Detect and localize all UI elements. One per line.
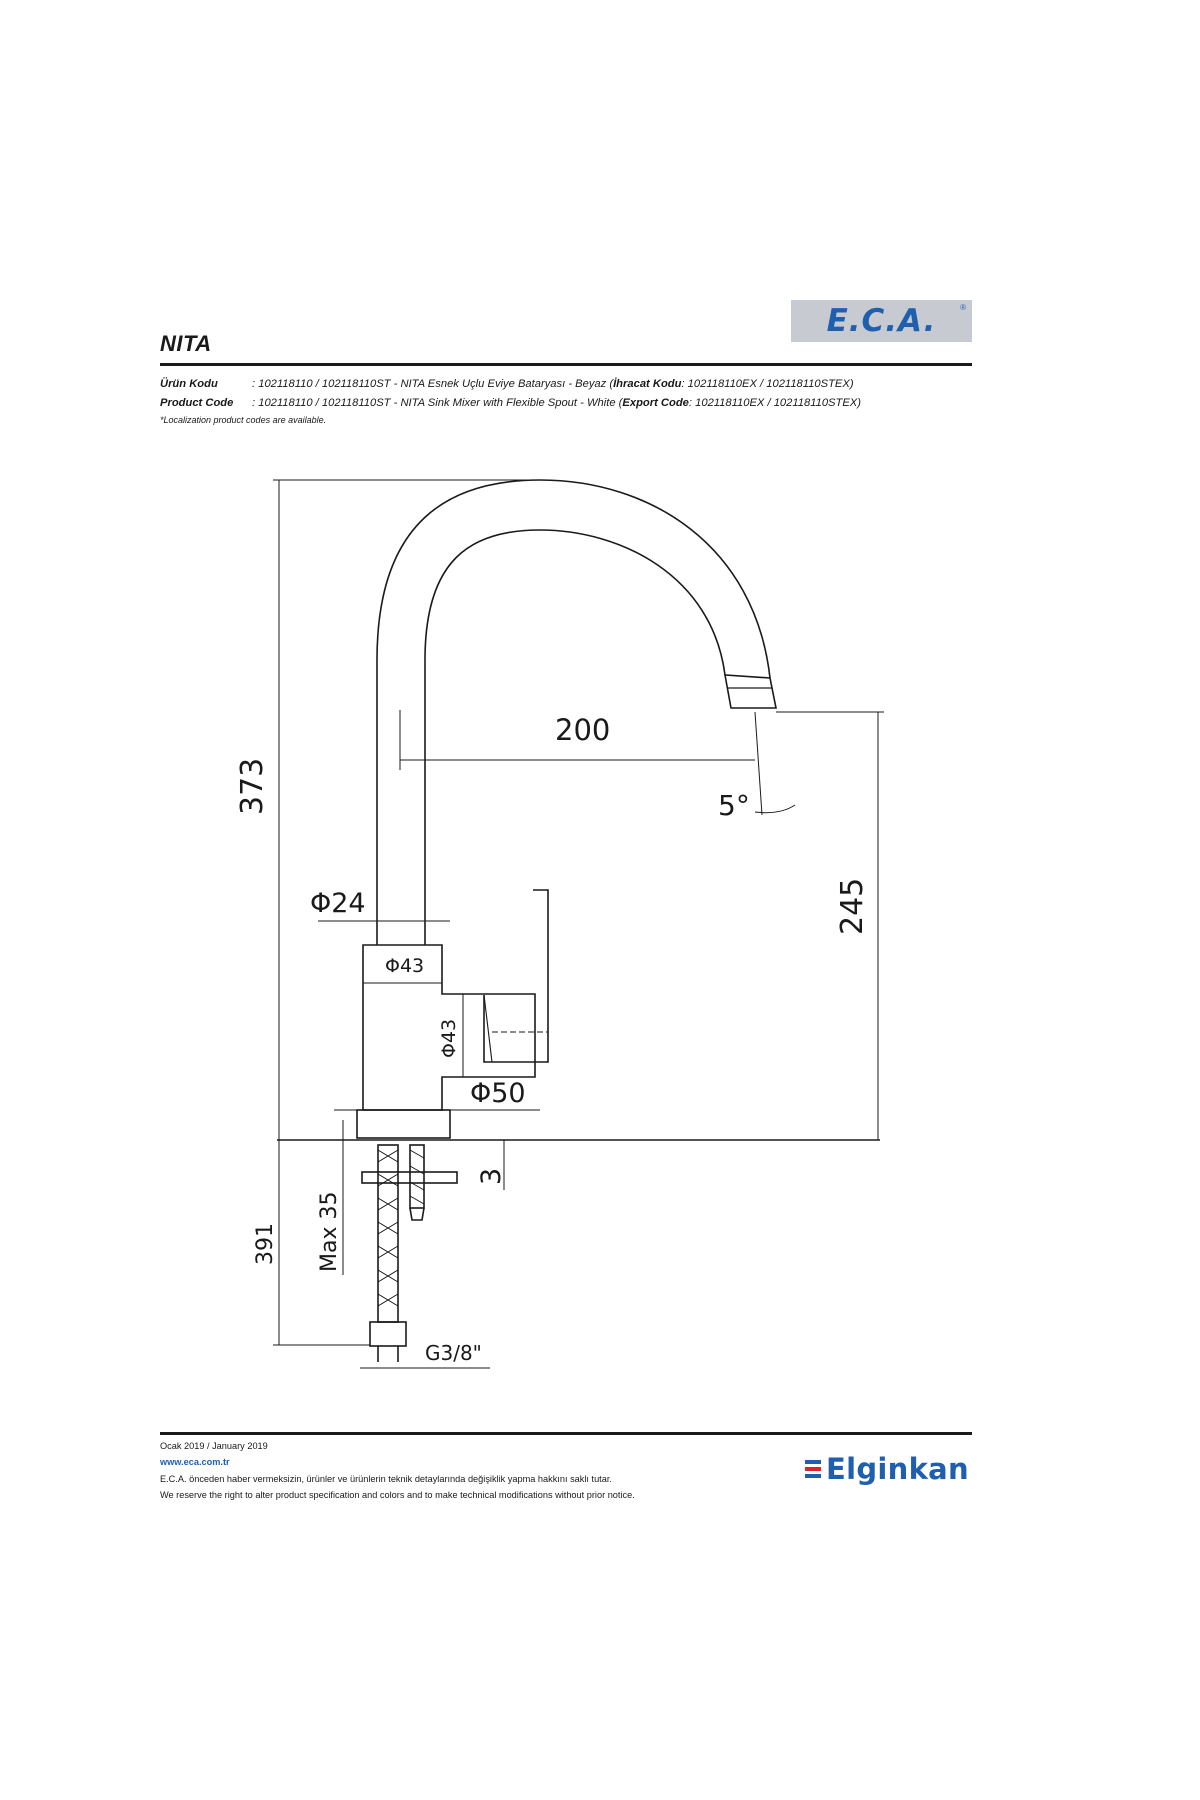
nozzle-tip (725, 675, 776, 708)
lever-handle (484, 890, 548, 1062)
dim-spout-height: 245 (835, 877, 870, 935)
dim-body-diameter-side: Φ43 (438, 1018, 460, 1058)
urun-kodu-key: Ürün Kodu (160, 378, 218, 390)
dim-spout-reach: 200 (555, 713, 611, 747)
elginkan-logo-text: Elginkan (826, 1452, 969, 1486)
elginkan-logo (805, 1452, 969, 1486)
elginkan-bars-icon (805, 1460, 821, 1478)
dim-base-diameter: Φ50 (470, 1078, 526, 1109)
dim-total-height: 373 (235, 757, 270, 815)
export-code-key: Export Code (622, 397, 689, 409)
dim-base-thickness: 3 (476, 1167, 507, 1185)
product-title: NITA (160, 331, 212, 356)
eca-logo-text: E.C.A. (826, 303, 937, 339)
ihracat-kodu-value: : 102118110EX / 102118110STEX) (681, 378, 854, 390)
dim-hose-length: 391 (253, 1223, 278, 1265)
product-code-value: : 102118110 / 102118110ST - NITA Sink Mixer with Flexible Spout - White ( (252, 397, 623, 409)
lever-detail (484, 995, 492, 1062)
footer-notice-tr: E.C.A. önceden haber vermeksizin, ürünler ve ürünlerin teknik detaylarında değişiklik yapma hakkını saklı tutar. (160, 1474, 612, 1484)
product-code-key: Product Code (160, 397, 234, 409)
export-code-value: : 102118110EX / 102118110STEX) (688, 397, 861, 409)
localization-note: *Localization product codes are available. (160, 415, 327, 425)
dim-connection: G3/8" (425, 1341, 482, 1365)
urun-kodu-value: : 102118110 / 102118110ST - NITA Esnek Uçlu Eviye Bataryası - Beyaz ( (252, 378, 614, 390)
dim-max-counter-thickness: Max 35 (317, 1191, 342, 1272)
base-flange (357, 1110, 450, 1138)
rod-end (410, 1208, 424, 1220)
hose-nut (370, 1322, 406, 1346)
footer-notice-en: We reserve the right to alter product specification and colors and to make technical modifications without prior notice. (160, 1490, 635, 1500)
ihracat-kodu-key: İhracat Kodu (613, 378, 682, 390)
dim-spout-angle: 5° (718, 789, 750, 822)
hose-braid (378, 1150, 424, 1306)
dim-body-diameter-top: Φ43 (385, 955, 425, 977)
registered-mark: ® (960, 303, 966, 312)
footer-rule (160, 1432, 972, 1435)
footer-date: Ocak 2019 / January 2019 (160, 1441, 268, 1451)
footer-website-link[interactable]: www.eca.com.tr (160, 1457, 230, 1467)
dim-spout-diameter: Φ24 (310, 888, 366, 919)
